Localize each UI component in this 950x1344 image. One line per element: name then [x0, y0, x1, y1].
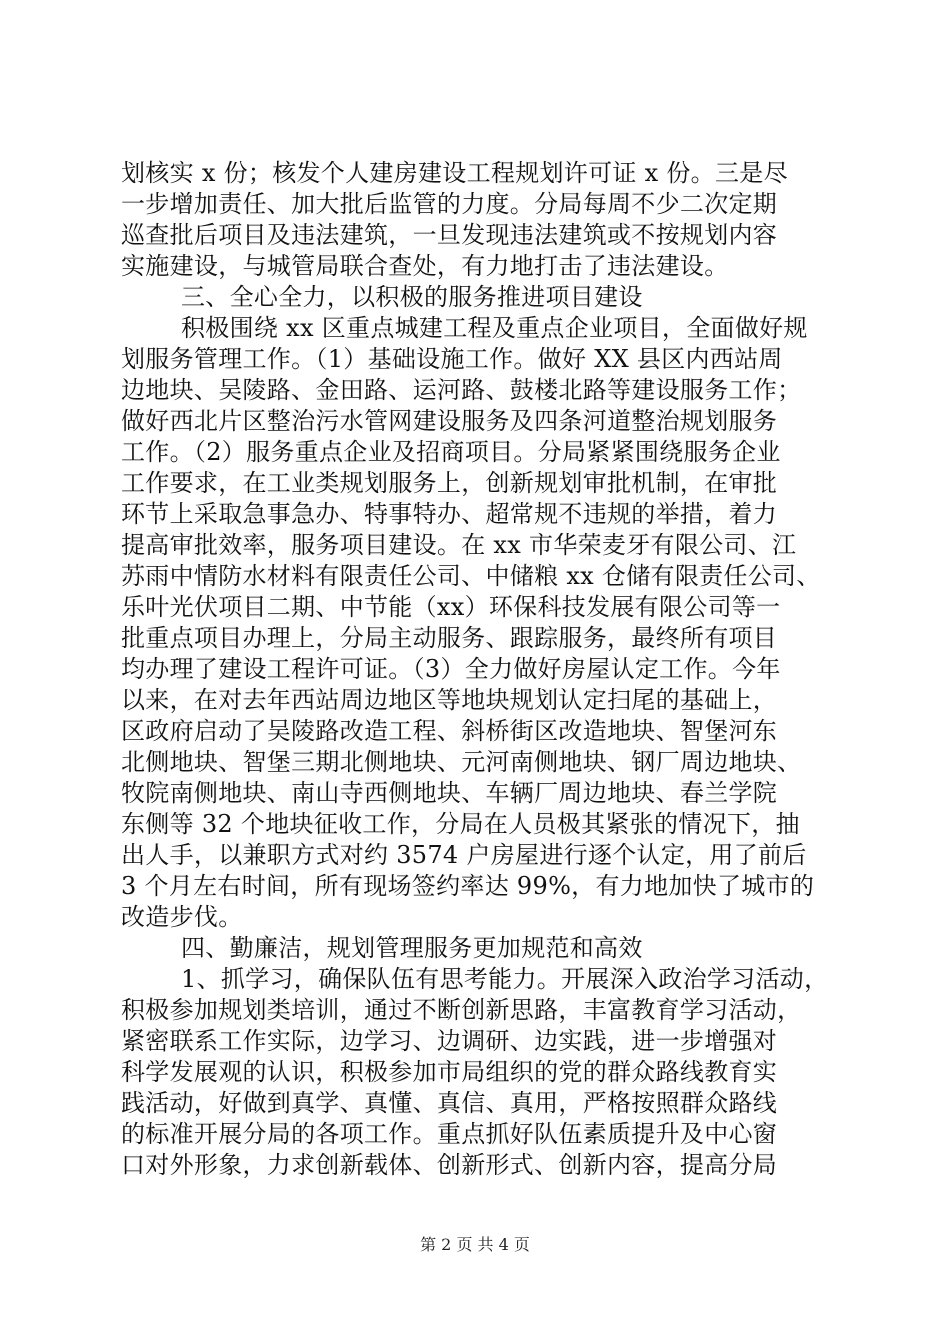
- text-line: 三、全心全力，以积极的服务推进项目建设: [181, 283, 643, 311]
- text-line: 均办理了建设工程许可证。（3）全力做好房屋认定工作。今年: [121, 655, 781, 683]
- text-line: 出人手，以兼职方式对约 3574 户房屋进行逐个认定，用了前后: [121, 841, 807, 869]
- text-line: 改造步伐。: [121, 903, 243, 931]
- text-line: 口对外形象，力求创新载体、创新形式、创新内容，提高分局: [121, 1151, 778, 1179]
- text-line: 工作要求，在工业类规划服务上，创新规划审批机制，在审批: [121, 469, 778, 497]
- text-line: 提高审批效率，服务项目建设。在 xx 市华荣麦牙有限公司、江: [121, 531, 797, 559]
- text-line: 巡查批后项目及违法建筑，一旦发现违法建筑或不按规划内容: [121, 221, 778, 249]
- text-line: 北侧地块、智堡三期北侧地块、元河南侧地块、钢厂周边地块、: [121, 748, 802, 776]
- text-line: 乐叶光伏项目二期、中节能（xx）环保科技发展有限公司等一: [121, 593, 781, 621]
- text-line: 1、抓学习，确保队伍有思考能力。开展深入政治学习活动，: [181, 965, 829, 993]
- text-line: 工作。（2）服务重点企业及招商项目。分局紧紧围绕服务企业: [121, 438, 781, 466]
- text-line: 积极参加规划类培训，通过不断创新思路，丰富教育学习活动，: [121, 996, 802, 1024]
- text-line: 划核实 x 份；核发个人建房建设工程规划许可证 x 份。三是尽: [121, 159, 788, 187]
- text-line: 科学发展观的认识，积极参加市局组织的党的群众路线教育实: [121, 1058, 778, 1086]
- text-line: 边地块、吴陵路、金田路、运河路、鼓楼北路等建设服务工作；: [121, 376, 802, 404]
- body-text: [121, 158, 837, 1181]
- text-line: 苏雨中情防水材料有限责任公司、中储粮 xx 仓储有限责任公司、: [121, 562, 821, 590]
- text-line: 实施建设，与城管局联合查处，有力地打击了违法建设。: [121, 252, 729, 280]
- text-line: 东侧等 32 个地块征收工作，分局在人员极其紧张的情况下，抽: [121, 810, 800, 838]
- text-line: 区政府启动了吴陵路改造工程、斜桥街区改造地块、智堡河东: [121, 717, 778, 745]
- text-line: 环节上采取急事急办、特事特办、超常规不违规的举措，着力: [121, 500, 778, 528]
- text-line: 划服务管理工作。（1）基础设施工作。做好 XX 县区内西站周: [121, 345, 783, 373]
- text-line: 做好西北片区整治污水管网建设服务及四条河道整治规划服务: [121, 407, 778, 435]
- text-line: 的标准开展分局的各项工作。重点抓好队伍素质提升及中心窗: [121, 1120, 778, 1148]
- text-line: 牧院南侧地块、南山寺西侧地块、车辆厂周边地块、春兰学院: [121, 779, 778, 807]
- page-footer: 第 2 页 共 4 页: [420, 1235, 530, 1254]
- text-line: 批重点项目办理上，分局主动服务、跟踪服务，最终所有项目: [121, 624, 778, 652]
- text-line: 以来，在对去年西站周边地区等地块规划认定扫尾的基础上，: [121, 686, 778, 714]
- text-line: 践活动，好做到真学、真懂、真信、真用，严格按照群众路线: [121, 1089, 778, 1117]
- text-line: 积极围绕 xx 区重点城建工程及重点企业项目，全面做好规: [181, 314, 808, 342]
- text-line: 四、勤廉洁，规划管理服务更加规范和高效: [181, 934, 643, 962]
- text-line: 紧密联系工作实际，边学习、边调研、边实践，进一步增强对: [121, 1027, 778, 1055]
- text-line: 3 个月左右时间，所有现场签约率达 99%，有力地加快了城市的: [121, 872, 815, 900]
- text-line: 一步增加责任、加大批后监管的力度。分局每周不少二次定期: [121, 190, 778, 218]
